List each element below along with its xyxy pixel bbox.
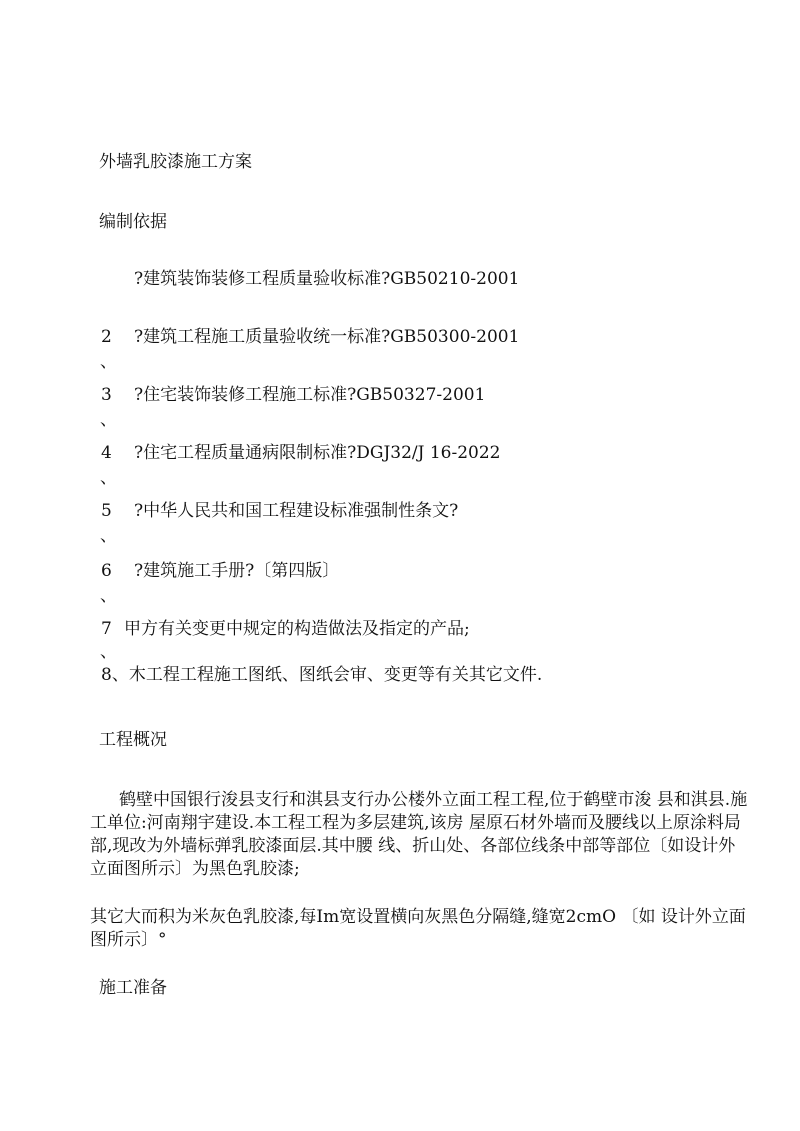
basis-item-number: 5 bbox=[101, 501, 112, 521]
section-heading-overview: 工程概况 bbox=[99, 730, 167, 750]
section-heading-prep: 施工准备 bbox=[99, 978, 167, 998]
basis-item-number: 6 bbox=[101, 561, 112, 581]
basis-item-separator: 、 bbox=[100, 468, 117, 488]
basis-item-text: ?中华人民共和国工程建设标准强制性条文? bbox=[134, 501, 459, 521]
basis-item-8: 8、木工程工程施工图纸、图纸会审、变更等有关其它文件. bbox=[101, 665, 543, 685]
basis-item-text: ?住宅工程质量通病限制标准?DGJ32/J 16-2022 bbox=[134, 443, 501, 463]
document-title: 外墙乳胶漆施工方案 bbox=[99, 152, 252, 172]
basis-item-number: 4 bbox=[101, 443, 112, 463]
basis-item-text: 甲方有关变更中规定的构造做法及指定的产品; bbox=[124, 619, 470, 639]
basis-item-text: ?建筑装饰装修工程质量验收标准?GB50210-2001 bbox=[134, 269, 520, 289]
basis-item-separator: 、 bbox=[100, 642, 117, 662]
overview-paragraph-1: 鹤壁中国银行浚县支行和淇县支行办公楼外立面工程工程,位于鹤壁市浚 县和淇县.施工单位:河南翔宇建设.本工程工程为多层建筑,该房 屋原石材外墙而及腰线以上原涂料局部,现改为外墙标弹乳胶漆面层.其中腰 线、折山处、各部位线条中部等部位〔如设计外立面图所示〕为黑色乳胶漆; bbox=[90, 790, 748, 879]
basis-item-separator: 、 bbox=[100, 526, 117, 546]
basis-item-text: ?建筑施工手册?〔第四版〕 bbox=[134, 561, 340, 581]
basis-item-text: ?住宅装饰装修工程施工标准?GB50327-2001 bbox=[134, 385, 486, 405]
basis-item-separator: 、 bbox=[100, 410, 117, 430]
section-heading-basis: 编制依据 bbox=[99, 212, 167, 232]
basis-item-separator: 、 bbox=[100, 586, 117, 606]
basis-item-separator: 、 bbox=[100, 352, 117, 372]
overview-paragraph-2: 其它大而积为米灰色乳胶漆,每Im宽设置横向灰黑色分隔缝,缝宽2cmO 〔如 设计外立面图所示〕° bbox=[90, 907, 746, 950]
basis-item-number: 3 bbox=[101, 385, 112, 405]
basis-item-number: 7 bbox=[101, 619, 112, 639]
basis-item-number: 2 bbox=[101, 327, 112, 347]
basis-item-text: ?建筑工程施工质量验收统一标准?GB50300-2001 bbox=[134, 327, 520, 347]
